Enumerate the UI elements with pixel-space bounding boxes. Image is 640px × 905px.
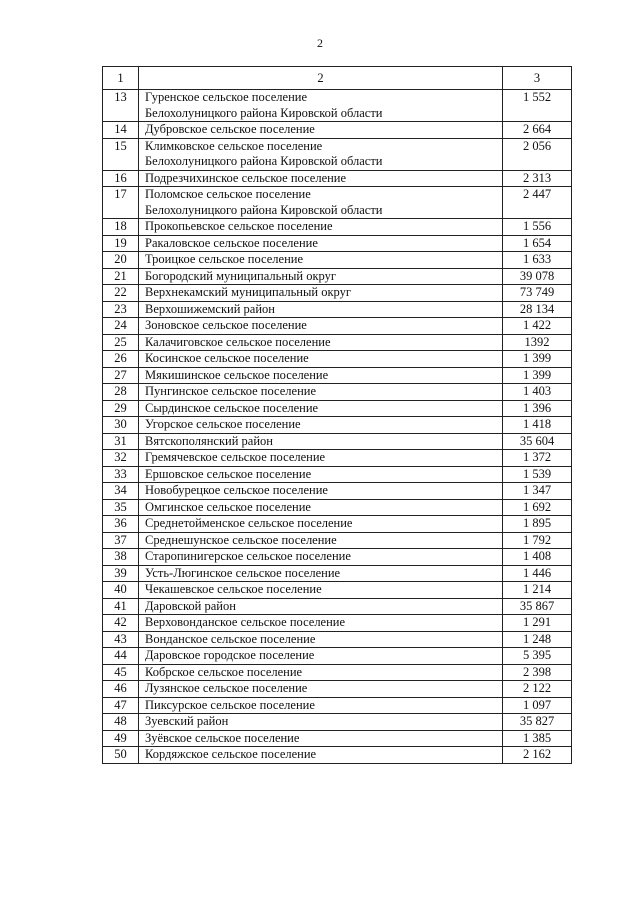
municipality-name [139, 90, 503, 122]
municipality-name [139, 598, 503, 615]
row-number: 45 [103, 664, 139, 681]
row-number: 31 [103, 433, 139, 450]
row-number: 14 [103, 122, 139, 139]
table-row [103, 334, 572, 351]
municipality-name-line: Сырдинское сельское поселение [145, 400, 319, 415]
municipality-name [139, 549, 503, 566]
municipality-name-line: Подрезчихинское сельское поселение [145, 170, 347, 185]
municipality-name-line: Кордяжское сельское поселение [145, 747, 317, 761]
table-row [103, 565, 572, 582]
table-row [103, 122, 572, 139]
population-value: 2 664 [503, 122, 572, 139]
municipality-name [139, 565, 503, 582]
table-row [103, 747, 572, 764]
municipality-name [139, 351, 503, 368]
population-value: 1 556 [503, 219, 572, 236]
table-row [103, 285, 572, 302]
municipality-name-line: Пунгинское сельское поселение [145, 384, 316, 398]
population-value: 1 347 [503, 483, 572, 500]
table-row [103, 532, 572, 549]
municipality-name-line: Богородский муниципальный округ [145, 268, 337, 283]
population-value: 1 692 [503, 499, 572, 516]
municipality-name-line: Среднешунское сельское поселение [145, 532, 337, 547]
municipality-name-line: Дубровское сельское поселение [145, 122, 315, 136]
header-col-2: 2 [139, 67, 503, 90]
municipality-name-line: Вонданское сельское поселение [145, 631, 316, 646]
municipality-name-line: Белохолуницкого района Кировской области [145, 202, 383, 217]
population-table [102, 66, 572, 764]
municipality-name-line: Косинское сельское поселение [145, 351, 309, 365]
municipality-name [139, 450, 503, 467]
municipality-name-line: Даровской район [145, 598, 236, 613]
municipality-name-line: Пиксурское сельское поселение [145, 697, 315, 712]
population-value: 1 403 [503, 384, 572, 401]
row-number: 15 [103, 138, 139, 170]
population-value: 1 633 [503, 252, 572, 269]
table-row [103, 268, 572, 285]
municipality-name [139, 219, 503, 236]
table-row [103, 631, 572, 648]
population-value: 73 749 [503, 285, 572, 302]
population-value: 2 122 [503, 681, 572, 698]
table-row [103, 384, 572, 401]
row-number: 35 [103, 499, 139, 516]
population-value: 1 248 [503, 631, 572, 648]
municipality-name [139, 433, 503, 450]
municipality-name-line: Среднетойменское сельское поселение [145, 516, 353, 530]
municipality-name-line: Калачиговское сельское поселение [145, 334, 331, 349]
population-value: 1 399 [503, 351, 572, 368]
row-number: 19 [103, 235, 139, 252]
table-row [103, 433, 572, 450]
population-value: 5 395 [503, 648, 572, 665]
municipality-name [139, 122, 503, 139]
municipality-name [139, 697, 503, 714]
municipality-name-line: Поломское сельское поселение [145, 187, 311, 201]
municipality-name-line: Верхнекамский муниципальный округ [145, 285, 351, 299]
municipality-name-line: Усть-Люгинское сельское поселение [145, 565, 341, 580]
population-value: 2 056 [503, 138, 572, 170]
municipality-name-line: Верхошижемский район [145, 301, 275, 316]
row-number: 23 [103, 301, 139, 318]
table-row [103, 318, 572, 335]
municipality-name-line: Ершовское сельское поселение [145, 466, 312, 481]
municipality-name-line: Чекашевское сельское поселение [145, 582, 322, 596]
header-col-1: 1 [103, 67, 139, 90]
population-value: 1 372 [503, 450, 572, 467]
table-row [103, 598, 572, 615]
population-value: 1 422 [503, 318, 572, 335]
row-number: 25 [103, 334, 139, 351]
population-value: 1 396 [503, 400, 572, 417]
row-number: 29 [103, 400, 139, 417]
header-col-3: 3 [503, 67, 572, 90]
municipality-name-line: Зоновское сельское поселение [145, 318, 307, 332]
municipality-name [139, 532, 503, 549]
municipality-name-line: Гремячевское сельское поселение [145, 450, 326, 464]
population-value: 1 291 [503, 615, 572, 632]
municipality-name [139, 367, 503, 384]
municipality-name [139, 631, 503, 648]
municipality-name-line: Троицкое сельское поселение [145, 252, 304, 266]
row-number: 50 [103, 747, 139, 764]
municipality-name-line: Угорское сельское поселение [145, 417, 301, 431]
municipality-name [139, 187, 503, 219]
row-number: 20 [103, 252, 139, 269]
row-number: 27 [103, 367, 139, 384]
table-row [103, 549, 572, 566]
municipality-name [139, 747, 503, 764]
population-value: 1 385 [503, 730, 572, 747]
table-row [103, 170, 572, 187]
municipality-name-line: Кобрское сельское поселение [145, 664, 303, 679]
municipality-name-line: Белохолуницкого района Кировской области [145, 154, 383, 168]
population-value: 1 446 [503, 565, 572, 582]
population-value: 1 895 [503, 516, 572, 533]
row-number: 42 [103, 615, 139, 632]
row-number: 44 [103, 648, 139, 665]
municipality-name [139, 252, 503, 269]
row-number: 16 [103, 170, 139, 187]
population-value: 1 654 [503, 235, 572, 252]
population-value: 1 097 [503, 697, 572, 714]
row-number: 18 [103, 219, 139, 236]
row-number: 26 [103, 351, 139, 368]
table-row [103, 187, 572, 219]
table-row [103, 367, 572, 384]
row-number: 43 [103, 631, 139, 648]
table-row [103, 90, 572, 122]
population-value: 1 418 [503, 417, 572, 434]
table-row [103, 450, 572, 467]
population-value: 1 214 [503, 582, 572, 599]
population-value: 1 552 [503, 90, 572, 122]
table-row [103, 648, 572, 665]
population-value: 2 313 [503, 170, 572, 187]
municipality-name-line: Верховонданское сельское поселение [145, 615, 346, 629]
municipality-name [139, 301, 503, 318]
row-number: 37 [103, 532, 139, 549]
table-header-row [103, 67, 572, 90]
municipality-name [139, 235, 503, 252]
municipality-name [139, 516, 503, 533]
row-number: 39 [103, 565, 139, 582]
municipality-name [139, 268, 503, 285]
table-row [103, 138, 572, 170]
municipality-name [139, 400, 503, 417]
municipality-name [139, 681, 503, 698]
municipality-name [139, 285, 503, 302]
table-row [103, 714, 572, 731]
row-number: 21 [103, 268, 139, 285]
municipality-name-line: Зуёвское сельское поселение [145, 730, 300, 745]
municipality-name [139, 138, 503, 170]
population-value: 2 162 [503, 747, 572, 764]
municipality-name [139, 334, 503, 351]
table-row [103, 417, 572, 434]
population-value: 2 447 [503, 187, 572, 219]
table-row [103, 664, 572, 681]
row-number: 28 [103, 384, 139, 401]
row-number: 46 [103, 681, 139, 698]
table-row [103, 499, 572, 516]
row-number: 32 [103, 450, 139, 467]
table-row [103, 351, 572, 368]
table-row [103, 483, 572, 500]
row-number: 17 [103, 187, 139, 219]
row-number: 48 [103, 714, 139, 731]
row-number: 13 [103, 90, 139, 122]
page-number: 2 [317, 36, 323, 50]
municipality-name [139, 170, 503, 187]
municipality-name-line: Новобурецкое сельское поселение [145, 483, 328, 497]
population-value: 35 604 [503, 433, 572, 450]
municipality-name-line: Белохолуницкого района Кировской области [145, 105, 383, 120]
row-number: 36 [103, 516, 139, 533]
municipality-name-line: Ракаловское сельское поселение [145, 235, 318, 250]
table-row [103, 730, 572, 747]
row-number: 49 [103, 730, 139, 747]
municipality-name [139, 714, 503, 731]
municipality-name-line: Климковское сельское поселение [145, 138, 323, 153]
municipality-name-line: Прокопьевское сельское поселение [145, 219, 333, 233]
municipality-name [139, 648, 503, 665]
row-number: 22 [103, 285, 139, 302]
table-row [103, 615, 572, 632]
population-value: 35 827 [503, 714, 572, 731]
population-value: 28 134 [503, 301, 572, 318]
row-number: 41 [103, 598, 139, 615]
table-row [103, 400, 572, 417]
row-number: 30 [103, 417, 139, 434]
municipality-name-line: Даровское городское поселение [145, 648, 315, 662]
municipality-name-line: Старопинигерское сельское поселение [145, 549, 351, 563]
municipality-name-line: Вятскополянский район [145, 433, 273, 448]
row-number: 38 [103, 549, 139, 566]
row-number: 40 [103, 582, 139, 599]
row-number: 33 [103, 466, 139, 483]
population-value: 1392 [503, 334, 572, 351]
municipality-name [139, 615, 503, 632]
municipality-name [139, 384, 503, 401]
row-number: 47 [103, 697, 139, 714]
table-row [103, 301, 572, 318]
table-row [103, 681, 572, 698]
municipality-name [139, 499, 503, 516]
municipality-name-line: Омгинское сельское поселение [145, 499, 311, 514]
row-number: 24 [103, 318, 139, 335]
population-value: 1 539 [503, 466, 572, 483]
table-row [103, 219, 572, 236]
population-value: 1 399 [503, 367, 572, 384]
municipality-name-line: Лузянское сельское поселение [145, 681, 308, 695]
municipality-name [139, 483, 503, 500]
population-value: 1 792 [503, 532, 572, 549]
table-row [103, 516, 572, 533]
municipality-name-line: Гуренское сельское поселение [145, 90, 308, 104]
population-value: 1 408 [503, 549, 572, 566]
table-row [103, 697, 572, 714]
population-value: 39 078 [503, 268, 572, 285]
municipality-name [139, 466, 503, 483]
municipality-name [139, 417, 503, 434]
table-row [103, 466, 572, 483]
table-row [103, 235, 572, 252]
municipality-name [139, 730, 503, 747]
municipality-name-line: Мякишинское сельское поселение [145, 367, 329, 382]
row-number: 34 [103, 483, 139, 500]
table-row [103, 252, 572, 269]
population-value: 2 398 [503, 664, 572, 681]
municipality-name-line: Зуевский район [145, 714, 229, 728]
municipality-name [139, 318, 503, 335]
municipality-name [139, 582, 503, 599]
population-value: 35 867 [503, 598, 572, 615]
table-row [103, 582, 572, 599]
municipality-name [139, 664, 503, 681]
